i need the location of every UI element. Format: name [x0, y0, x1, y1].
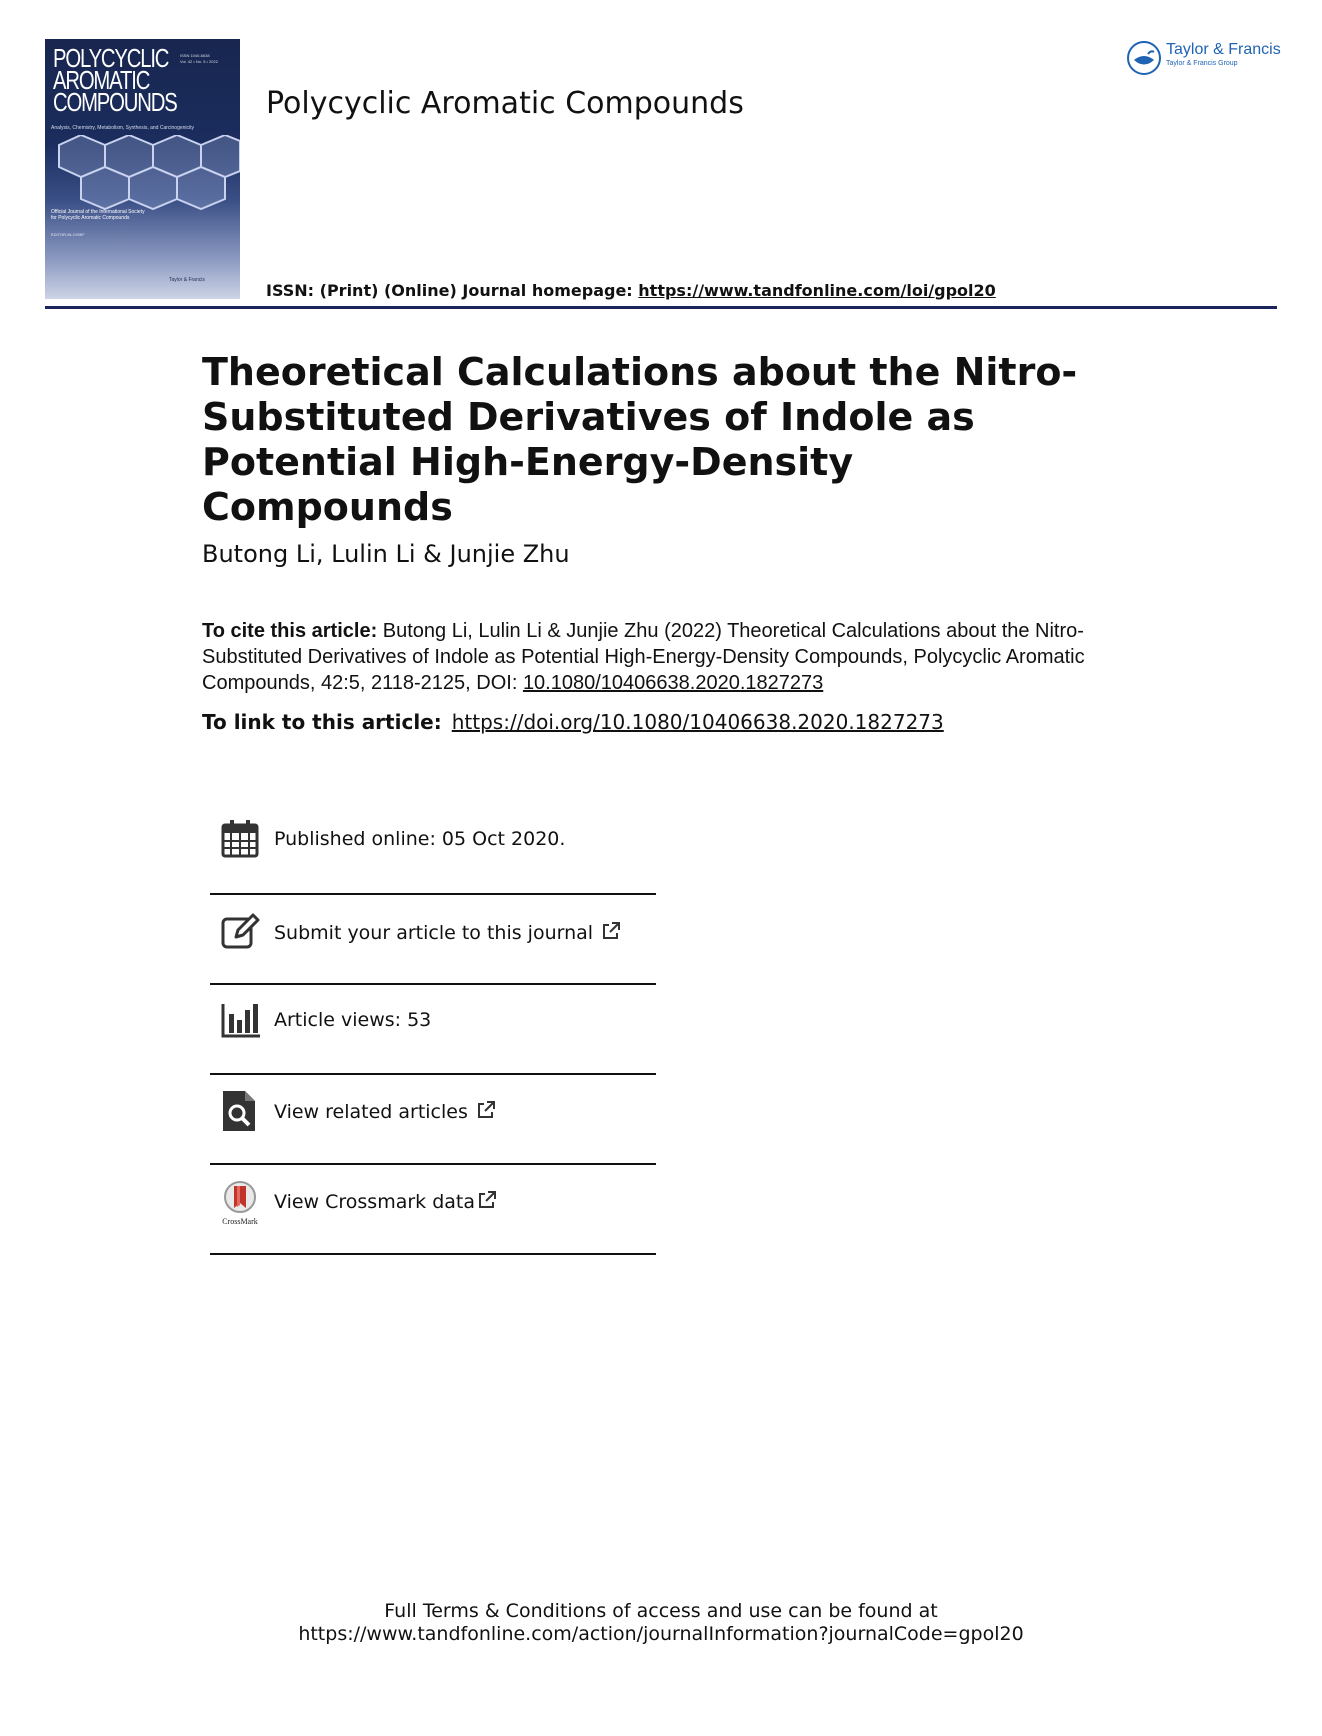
publisher-logo[interactable] [1126, 40, 1286, 76]
citation-text: Butong Li, Lulin Li & Junjie Zhu (2022) Theoretical Calculations about the Nitro-Substituted Derivatives of Indole as Potential High-Energy-Density Compounds, Polycyclic Aromatic Compounds, 42:5, 2118-2125, DOI: [202, 620, 1085, 694]
article-link-line [202, 710, 944, 734]
related-articles-link[interactable]: View related articles [274, 1100, 496, 1123]
crossmark-icon [220, 1181, 260, 1226]
divider [210, 1163, 656, 1165]
article-title: Theoretical Calculations about the Nitro-Substituted Derivatives of Indole as Potential High-Energy-Density Compounds [202, 350, 1078, 529]
lamp-icon [1126, 40, 1162, 76]
citation-label: To cite this article: [202, 620, 378, 642]
issn-line [266, 281, 996, 300]
citation-block [202, 618, 1102, 696]
bar-chart-icon [220, 1000, 260, 1040]
edit-icon [220, 912, 260, 952]
external-link-icon [476, 1100, 496, 1120]
cover-publisher: Taylor & Francis [169, 277, 205, 283]
article-authors: Butong Li, Lulin Li & Junjie Zhu [202, 540, 570, 568]
submit-article-row[interactable] [210, 898, 656, 968]
cover-official-text: Official Journal of the International Society for Polycyclic Aromatic Compounds [51, 209, 145, 221]
divider [210, 893, 656, 895]
submit-article-link[interactable]: Submit your article to this journal [274, 921, 621, 944]
cover-issn: ISSN 1040-6638 Vol. 42 • No. 5 • 2022 [180, 53, 218, 64]
calendar-icon [220, 819, 260, 859]
publisher-group: Taylor & Francis Group [1166, 60, 1238, 67]
divider [210, 1073, 656, 1075]
divider [210, 983, 656, 985]
cover-editor: EDITOR-IN-CHIEF [51, 232, 85, 237]
external-link-icon [477, 1190, 497, 1210]
citation-doi-link[interactable]: 10.1080/10406638.2020.1827273 [522, 672, 824, 694]
external-link-icon [601, 921, 621, 941]
article-views-label: Article views: 53 [274, 1009, 432, 1031]
link-label: To link to this article: [202, 710, 442, 734]
crossmark-caption: CrossMark [222, 1217, 258, 1226]
issn-text: ISSN: (Print) (Online) Journal homepage: [266, 281, 639, 300]
related-articles-row[interactable] [210, 1077, 656, 1147]
header-divider [45, 306, 1277, 309]
cover-subtitle: Analysis, Chemistry, Metabolism, Synthesis, and Carcinogenicity [51, 125, 195, 131]
journal-homepage-link[interactable]: https://www.tandfonline.com/loi/gpol20 [638, 281, 996, 300]
published-online-row [210, 805, 656, 875]
journal-cover-image [45, 39, 240, 299]
terms-footer [0, 1600, 1322, 1646]
cover-title: POLYCYCLIC AROMATIC COMPOUNDS [53, 43, 177, 117]
search-document-icon [220, 1091, 260, 1131]
terms-text: Full Terms & Conditions of access and use can be found at [384, 1600, 938, 1622]
article-doi-link[interactable]: https://doi.org/10.1080/10406638.2020.1827273 [451, 710, 944, 734]
publisher-name: Taylor & Francis [1166, 41, 1281, 58]
terms-link[interactable]: https://www.tandfonline.com/action/journalInformation?journalCode=gpol20 [298, 1623, 1024, 1645]
published-online-label: Published online: 05 Oct 2020. [274, 828, 566, 850]
crossmark-link[interactable]: View Crossmark data [274, 1190, 497, 1213]
crossmark-row[interactable] [210, 1167, 656, 1237]
divider [210, 1253, 656, 1255]
journal-name: Polycyclic Aromatic Compounds [266, 86, 744, 121]
article-views-row [210, 986, 656, 1056]
